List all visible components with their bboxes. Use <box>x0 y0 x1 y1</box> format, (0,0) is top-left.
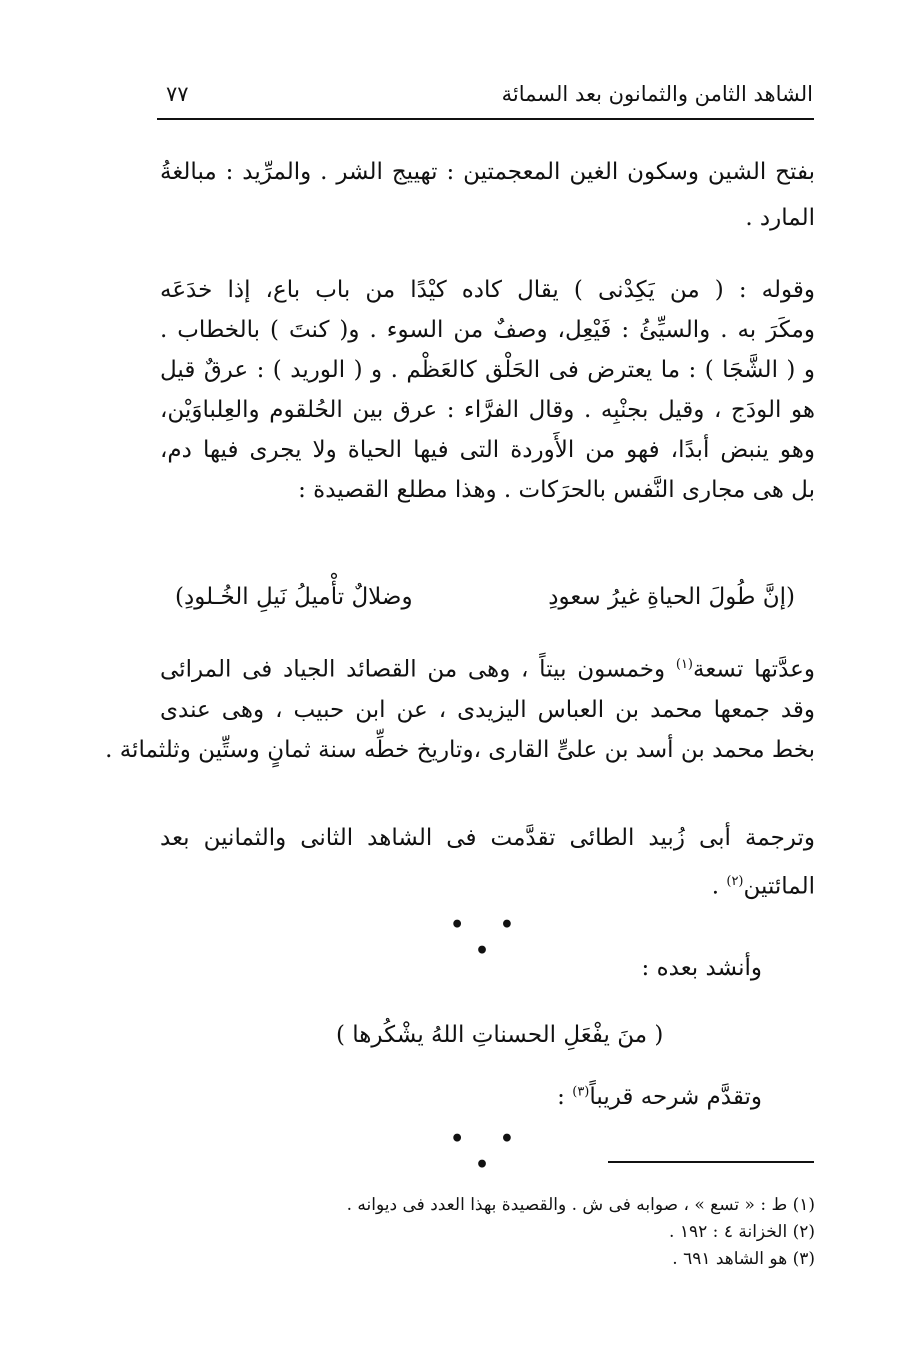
text-line: وهو ينبض أبدًا، فهو من الأَوردة التى فيها الحياة ولا يجرى فيها دم، <box>160 437 815 463</box>
footnote-ref: (٢) <box>726 874 744 889</box>
text-line: المارد . <box>745 205 815 231</box>
paragraph-2 <box>160 270 815 510</box>
text-line <box>160 862 815 907</box>
text-line: وترجمة أبى زُبيد الطائى تقدَّمت فى الشاهد الثانى والثمانين بعد <box>160 825 815 851</box>
paragraph-1 <box>160 152 815 238</box>
text-span: المائتين <box>743 873 815 900</box>
text-line: وقد جمعها محمد بن العباس اليزيدى ، عن ابن حبيب ، وهى عندى <box>160 696 815 723</box>
footnotes <box>347 1192 815 1273</box>
paragraph-3 <box>105 645 815 770</box>
paragraph-4 <box>160 818 815 907</box>
text-line: و ( الشَّجَا ) : ما يعترض فى الحَلْق كالعَظْم . و ( الوريد ) : عرقٌ قيل <box>160 357 815 383</box>
verse-hemistich-2: وضلالٌ تأْميلُ نَيلِ الخُـلودِ) <box>175 584 413 610</box>
section-separator: • • • <box>450 912 528 964</box>
page-number: ٧٧ <box>166 82 189 106</box>
text-line: وقوله : ( من يَكِدْنى ) يقال كاده كيْدًا من باب باع، إذا خدَعَه <box>160 277 815 303</box>
text-line <box>160 645 815 690</box>
header-rule <box>157 118 814 120</box>
text-line: بل هى مجارى النَّفس بالحرَكات . وهذا مطلع القصيدة : <box>298 477 815 503</box>
footnote: (١) ط : « تسع » ، صوابه فى ش . والقصيدة بهذا العدد فى ديوانه . <box>346 1195 815 1215</box>
text-line: بخط محمد بن أسد بن علىٍّ القارى ،وتاريخ خطِّه سنة ثمانٍ وستِّين وثلثمائة . <box>105 736 815 763</box>
text-span: : <box>557 1084 573 1110</box>
page-header <box>158 82 813 112</box>
verse-hemistich-1: (إنَّ طُولَ الحياةِ غيرُ سعودِ <box>548 584 795 610</box>
running-title: الشاهد الثامن والثمانون بعد السمائة <box>501 82 813 106</box>
footnote: (٢) الخزانة ٤ : ١٩٢ . <box>669 1222 815 1242</box>
explanation-line <box>557 1084 762 1110</box>
footnote-rule <box>608 1161 814 1163</box>
text-line: بفتح الشين وسكون الغين المعجمتين : تهييج الشر . والمرِّيد : مبالغةُ <box>160 159 815 185</box>
footnote-ref: (١) <box>675 657 693 672</box>
section-separator: • • • <box>450 1126 528 1178</box>
text-span: وتقدَّم شرحه قريباً <box>589 1084 762 1110</box>
text-span: وخمسون بيتاً ، وهى من القصائد الجياد فى المرائى <box>160 656 676 683</box>
text-span: . <box>711 873 727 900</box>
text-span: وعدَّتها تسعة <box>693 656 815 683</box>
footnote: (٣) هو الشاهد ٦٩١ . <box>672 1249 815 1269</box>
recited-intro: وأنشد بعده : <box>641 955 762 981</box>
text-line: هو الودَج ، وقيل بجنْبِه . وقال الفرَّاء : عرق بين الحُلقوم والعِلباوَيْن، <box>160 397 815 423</box>
recited-verse: ( منَ يفْعَلِ الحسناتِ اللهُ يشْكُرها ) <box>336 1022 664 1048</box>
text-line: ومكَرَ به . والسيِّئُ : فَيْعِل، وصفٌ من السوء . و( كنتَ ) بالخطاب . <box>160 317 815 343</box>
footnote-ref: (٣) <box>572 1084 590 1100</box>
